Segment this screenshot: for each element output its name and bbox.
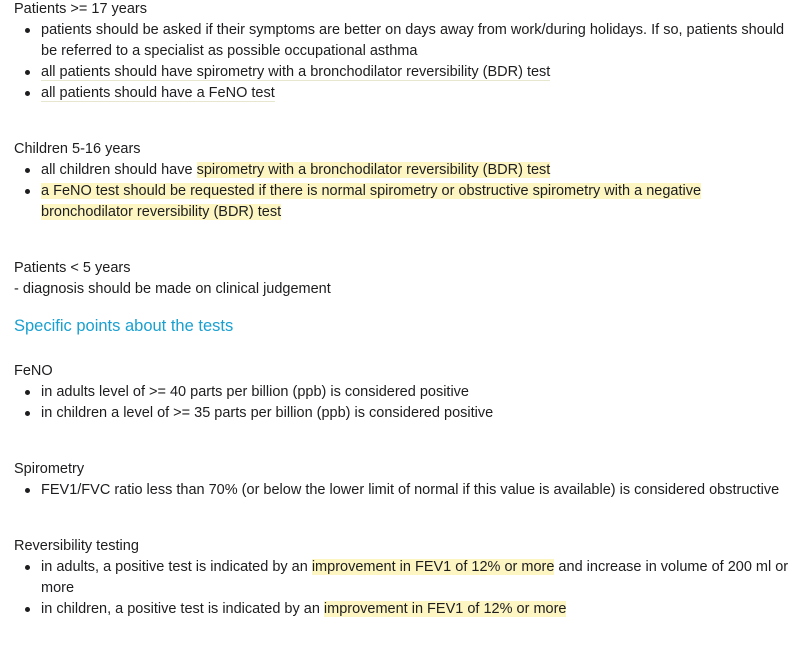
feno-section [14,361,792,424]
list-item: in adults level of >= 40 parts per billion (ppb) is considered positive [41,382,792,403]
list-item [41,181,792,223]
list-item [41,62,792,83]
adults-section [14,0,792,104]
section-title: Specific points about the tests [14,317,234,335]
reversibility-heading: Reversibility testing [14,538,139,554]
spirometry-section [14,459,792,501]
adults-heading: Patients >= 17 years [14,1,147,17]
list-item-text: and increase in volume of 200 ml or more [41,559,789,596]
feno-list [14,382,792,424]
children-list [14,160,792,223]
spirometry-heading: Spirometry [14,461,85,477]
children-section [14,139,792,223]
reversibility-section [14,536,792,620]
list-item-text: all patients should have spirometry with a bronchodilator reversibility (BDR) test [41,64,551,80]
under5-note: - diagnosis should be made on clinical judgement [14,281,331,297]
list-item-text: all patients should have a FeNO test [41,85,275,101]
list-item [41,599,792,620]
list-item-text: all children should have [41,162,197,178]
highlighted-text: spirometry with a bronchodilator reversibility (BDR) test [196,162,551,178]
list-item-text: in adults, a positive test is indicated by an [41,559,312,575]
list-item [41,83,792,104]
children-heading: Children 5-16 years [14,141,141,157]
list-item: FEV1/FVC ratio less than 70% (or below the lower limit of normal if this value is available) is considered obstructive [41,480,792,501]
highlighted-text: a FeNO test should be requested if there is normal spirometry or obstructive spirometry with a negative bronchodilator reversibility (BDR) test [41,183,702,220]
list-item [41,557,792,599]
feno-heading: FeNO [14,363,53,379]
highlighted-text: improvement in FEV1 of 12% or more [323,601,567,617]
adults-list [14,20,792,104]
highlighted-text: improvement in FEV1 of 12% or more [311,559,555,575]
under5-heading: Patients < 5 years [14,260,131,276]
list-item [41,160,792,181]
spirometry-list [14,480,792,501]
list-item: in children a level of >= 35 parts per billion (ppb) is considered positive [41,403,792,424]
list-item-text: in children, a positive test is indicated by an [41,601,324,617]
under5-section [14,258,792,300]
reversibility-list [14,557,792,620]
list-item: patients should be asked if their symptoms are better on days away from work/during holidays. If so, patients should be referred to a specialist as possible occupational asthma [41,20,792,62]
